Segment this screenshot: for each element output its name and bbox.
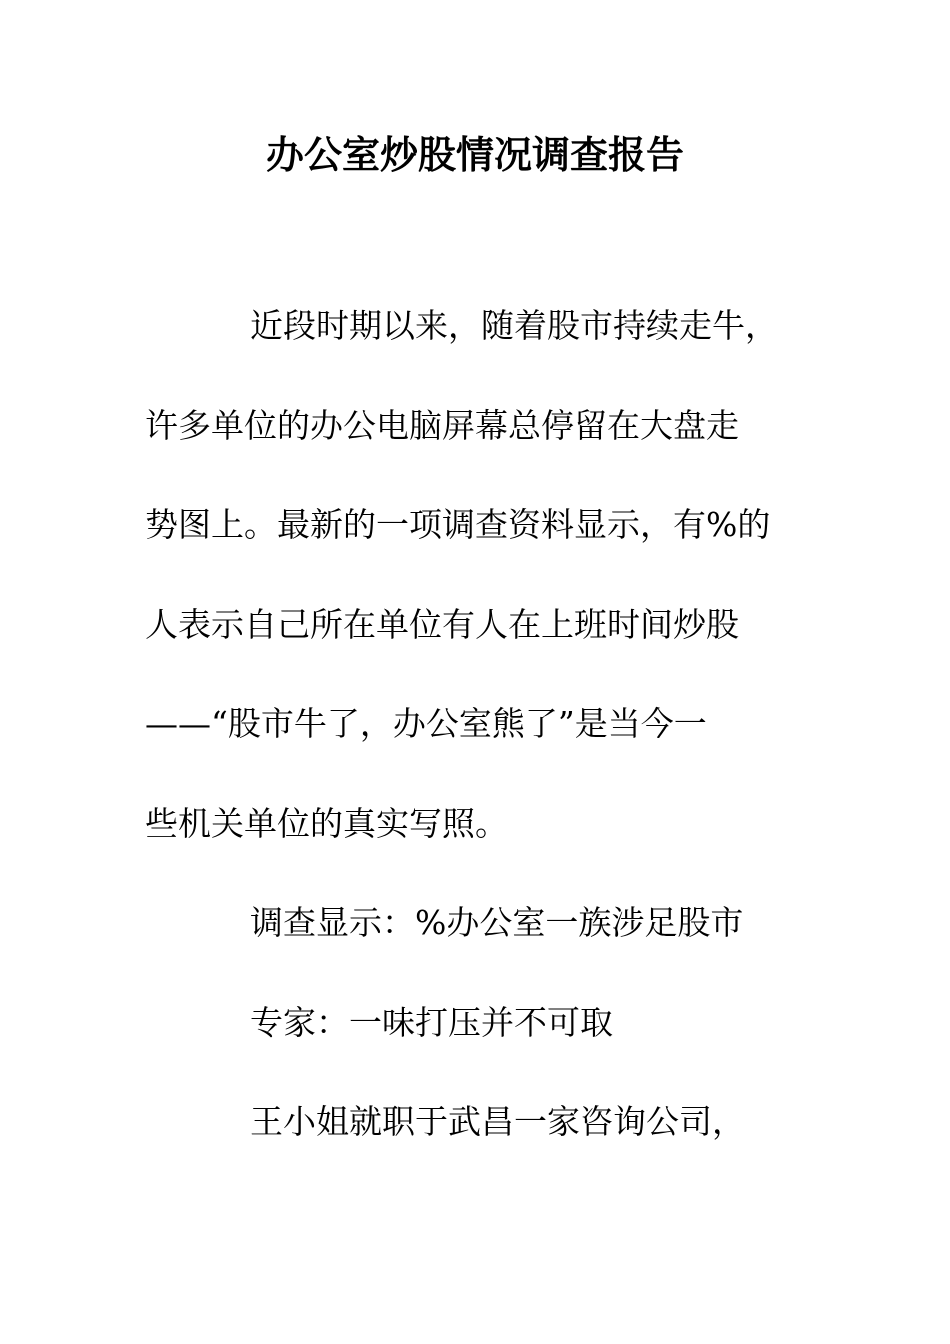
subheading-expert: 专家：一味打压并不可取 <box>250 1003 613 1042</box>
document-title: 办公室炒股情况调查报告 <box>265 132 684 177</box>
subheading-survey: 调查显示：%办公室一族涉足股市 <box>250 903 744 942</box>
paragraph-1-line-4: 人表示自己所在单位有人在上班时间炒股 <box>145 605 739 644</box>
paragraph-1-line-1: 近段时期以来，随着股市持续走牛， <box>250 306 778 345</box>
paragraph-1-line-5: ——“股市牛了，办公室熊了”是当今一 <box>145 704 707 743</box>
paragraph-1-line-2: 许多单位的办公电脑屏幕总停留在大盘走 <box>145 406 739 445</box>
paragraph-1-line-3: 势图上。最新的一项调查资料显示，有%的 <box>145 505 771 544</box>
paragraph-1-line-6: 些机关单位的真实写照。 <box>145 804 508 843</box>
paragraph-2-line-1: 王小姐就职于武昌一家咨询公司， <box>250 1102 745 1141</box>
